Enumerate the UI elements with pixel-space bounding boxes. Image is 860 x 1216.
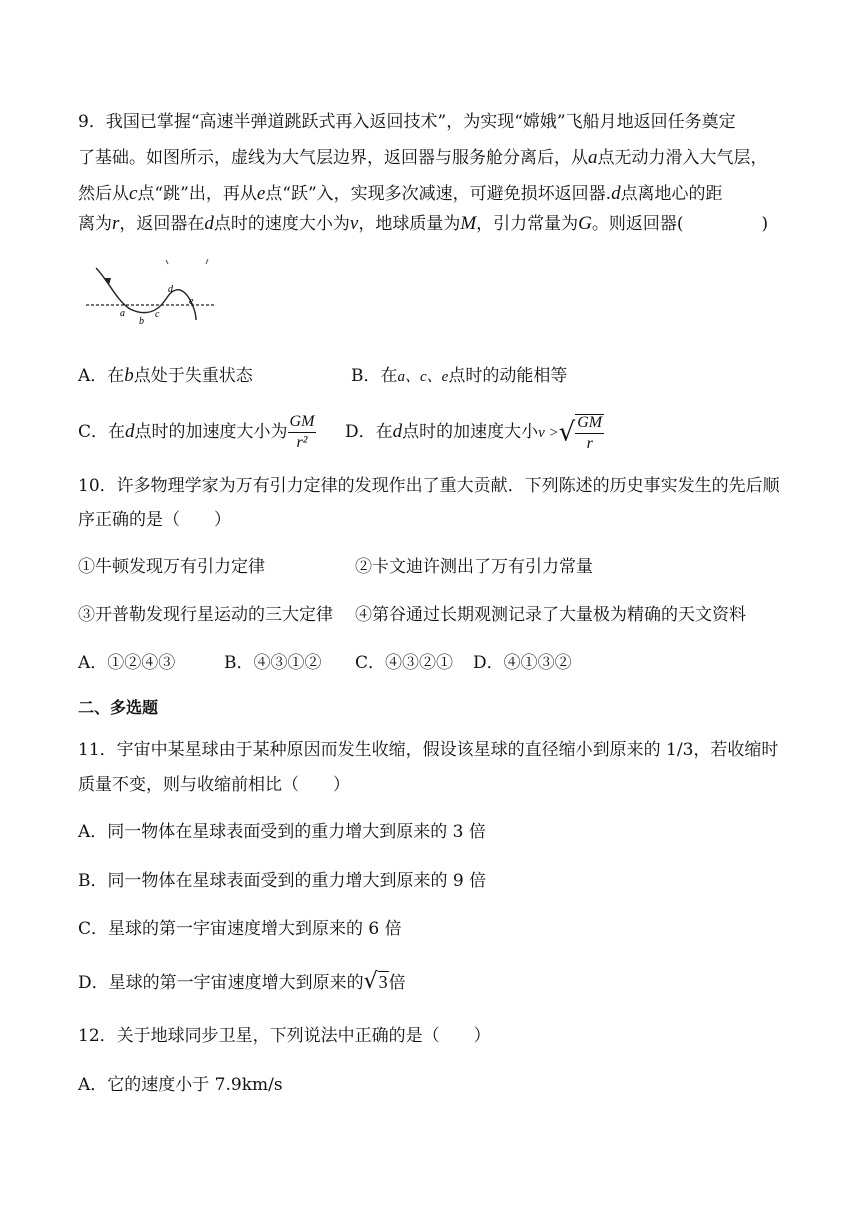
- sqrt-icon: √: [363, 969, 378, 994]
- q9-stem-line2: 了基础。如图所示，虚线为大气层边界，返回器与服务舱分离后，从a点无动力滑入大气层，: [78, 147, 768, 168]
- q12-option-a[interactable]: A．它的速度小于 7.9km/s: [78, 1075, 283, 1095]
- q11-stem-line2: 质量不变，则与收缩前相比（ ）: [78, 775, 350, 795]
- q10-item-3: ③开普勒发现行星运动的三大定律: [78, 605, 333, 625]
- q11-stem-line1: 11．宇宙中某星球由于某种原因而发生收缩，假设该星球的直径缩小到原来的 1/3，若收缩时: [78, 740, 779, 760]
- q9-option-b[interactable]: B．在a、c、e点时的动能相等: [351, 366, 568, 386]
- trajectory-diagram: [82, 254, 222, 326]
- q9-option-d[interactable]: D．在d点时的加速度大小v >√ $\frac{GM}{r}$: [345, 413, 603, 452]
- var-a: a: [588, 147, 598, 168]
- q9-stem-line3: 然后从c点“跳”出，再从e点“跃”入，实现多次减速，可避免损坏返回器.d点离地心的距: [78, 183, 723, 204]
- q9-option-a[interactable]: A．在b点处于失重状态: [78, 365, 253, 386]
- q10-stem-line1: 10．许多物理学家为万有引力定律的发现作出了重大贡献．下列陈述的历史事实发生的先后顺: [78, 476, 780, 496]
- q10-option-c[interactable]: C．④③②①: [355, 653, 454, 673]
- q10-option-d[interactable]: D．④①③②: [473, 653, 572, 673]
- q11-option-b[interactable]: B．同一物体在星球表面受到的重力增大到原来的 9 倍: [78, 871, 487, 891]
- q10-option-b[interactable]: B．④③①②: [224, 653, 322, 673]
- q11-option-d[interactable]: D．星球的第一宇宙速度增大到原来的√3倍: [78, 969, 406, 994]
- q10-item-1: ①牛顿发现万有引力定律: [78, 557, 265, 577]
- q12-stem: 12．关于地球同步卫星，下列说法中正确的是（ ）: [78, 1026, 491, 1046]
- q9-stem-line1: 9．我国已掌握“高速半弹道跳跃式再入返回技术”，为实现“嫦娥”飞船月地返回任务奠定: [78, 112, 736, 132]
- q9-option-c[interactable]: C．在d点时的加速度大小为 $\frac{GM}{\text{r²}}$: [78, 413, 315, 451]
- trajectory-curve: [96, 268, 196, 320]
- q9-stem-line4: 离为r，返回器在d点时的速度大小为v，地球质量为M，引力常量为G。则返回器( ): [78, 213, 769, 234]
- label-b: b: [139, 316, 144, 326]
- q10-stem-line2: 序正确的是（ ）: [78, 510, 231, 530]
- label-e: e: [189, 296, 194, 307]
- fraction-gm-over-r: $\frac{GM}{r}$: [577, 413, 603, 452]
- q10-item-2: ②卡文迪许测出了万有引力常量: [355, 557, 593, 577]
- q11-option-c[interactable]: C．星球的第一宇宙速度增大到原来的 6 倍: [78, 919, 402, 939]
- label-d: d: [168, 284, 173, 295]
- sqrt-icon: √: [558, 417, 576, 448]
- section-heading: 二、多选题: [78, 698, 159, 717]
- q10-item-4: ④第谷通过长期观测记录了大量极为精确的天文资料: [355, 605, 746, 625]
- label-a: a: [120, 308, 125, 319]
- label-c: c: [155, 309, 160, 320]
- q11-option-a[interactable]: A．同一物体在星球表面受到的重力增大到原来的 3 倍: [78, 822, 486, 842]
- fraction-gm-over-r2: $\frac{GM}{\text{r²}}$: [289, 413, 315, 451]
- q10-option-a[interactable]: A．①②④③: [78, 653, 176, 673]
